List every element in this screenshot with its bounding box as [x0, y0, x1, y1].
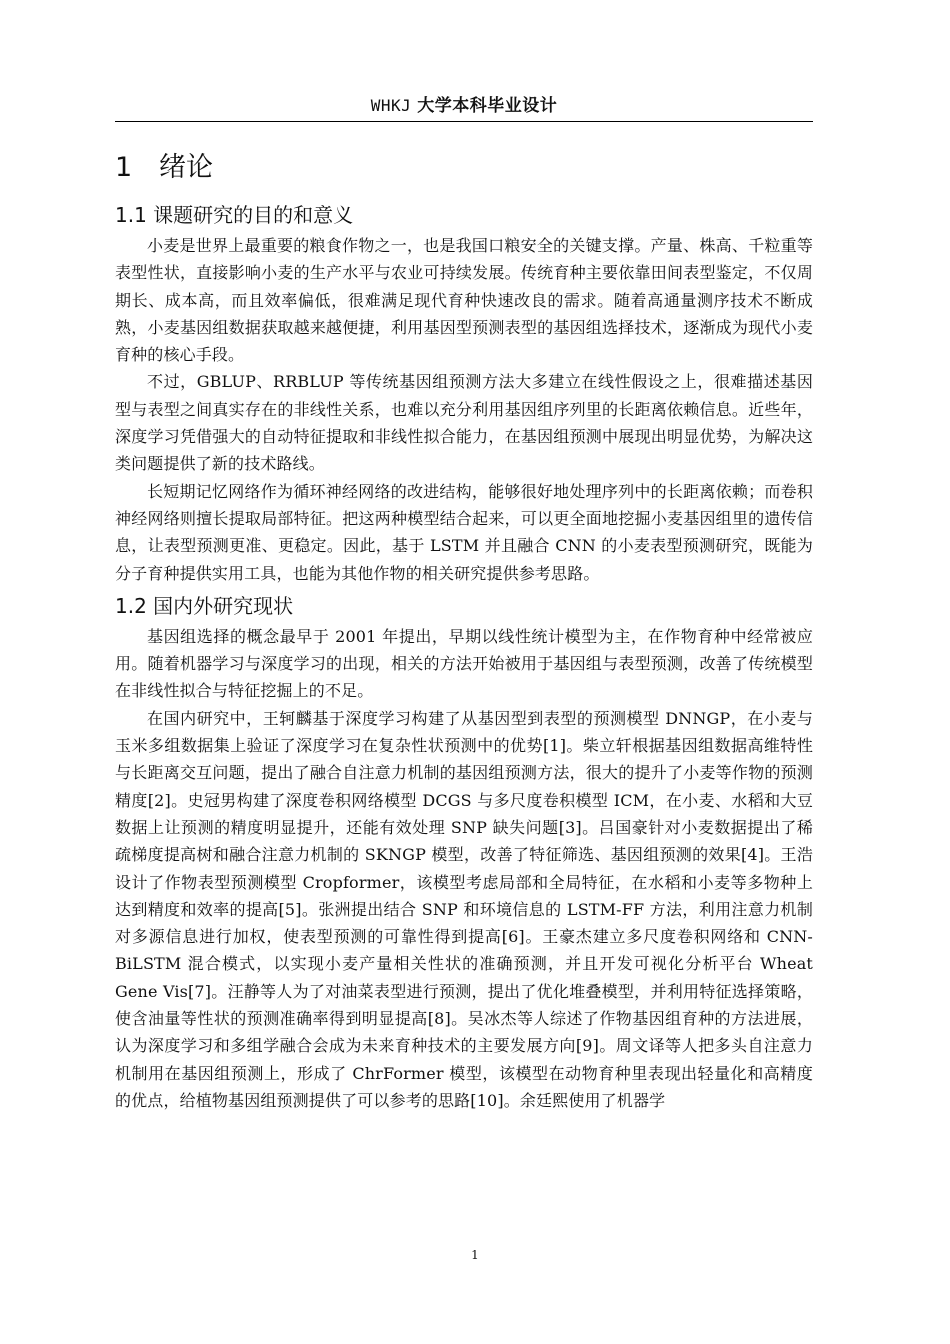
- section-heading-1-2: 1.2 国内外研究现状: [115, 593, 294, 618]
- header-rule: [115, 121, 813, 122]
- chapter-number: 1: [115, 152, 133, 183]
- paragraph: 基因组选择的概念最早于 2001 年提出，早期以线性统计模型为主，在作物育种中经常被应用。随着机器学习与深度学习的出现，相关的方法开始被用于基因组与表型预测，改善了传统模型在非线性拟合与特征挖掘上的不足。: [115, 626, 813, 701]
- section-heading-1-1: 1.1 课题研究的目的和意义: [115, 203, 354, 227]
- paragraph: 小麦是世界上最重要的粮食作物之一，也是我国口粮安全的关键支撑。产量、株高、千粒重等表型性状，直接影响小麦的生产水平与农业可持续发展。传统育种主要依靠田间表型鉴定，不仅周期长、成本高，而且效率偏低，很难满足现代育种快速改良的需求。随着高通量测序技术不断成熟，小麦基因组数据获取越来越便捷，利用基因型预测表型的基因组选择技术，逐渐成为现代小麦育种的核心手段。: [115, 236, 813, 365]
- paragraph: 在国内研究中，王轲麟基于深度学习构建了从基因型到表型的预测模型 DNNGP，在小麦与玉米多组数据集上验证了深度学习在复杂性状预测中的优势[1]。柴立轩根据基因组数据高维特性与长距离交互问题，提出了融合自注意力机制的基因组预测方法，很大的提升了小麦等作物的预测精度[2]。史冠男构建了深度卷积网络模型 DCGS 与多尺度卷积模型 ICM，在小麦、水稻和大豆数据上让预测的精度明显提升，还能有效处理 SNP 缺失问题[3]。吕国豪针对小麦数据提出了稀疏梯度提高树和融合注意力机制的 SKNGP 模型，改善了特征筛选、基因组预测的效果[4]。王浩设计了作物表型预测模型 Cropformer，该模型考虑局部和全局特征，在水稻和小麦等多物种上达到精度和效率的提高[5]。张洲提出结合 SNP 和环境信息的 LSTM-FF 方法，利用注意力机制对多源信息进行加权，使表型预测的可靠性得到提高[6]。王豪杰建立多尺度卷积网络和 CNN-BiLSTM 混合模式，以实现小麦产量相关性状的准确预测，并且开发可视化分析平台 Wheat Gene Vis[7]。汪静等人为了对油菜表型进行预测，提出了优化堆叠模型，并利用特征选择策略，使含油量等性状的预测准确率得到明显提高[8]。吴冰杰等人综述了作物基因组育种的方法进展，认为深度学习和多组学融合会成为未来育种技术的主要发展方向[9]。周文译等人把多头自注意力机制用在基因组预测上，形成了 ChrFormer 模型，该模型在动物育种里表现出轻量化和高精度的优点，给植物基因组预测提供了可以参考的思路[10]。余廷熙使用了机器学: [115, 708, 813, 1110]
- page-body: [115, 148, 813, 1114]
- page-number: 1: [471, 1248, 479, 1262]
- chapter-title: 绪论: [159, 152, 213, 183]
- page-header: [115, 92, 813, 120]
- chapter-heading: [115, 148, 813, 188]
- paragraph: 长短期记忆网络作为循环神经网络的改进结构，能够很好地处理序列中的长距离依赖；而卷积神经网络则擅长提取局部特征。把这两种模型结合起来，可以更全面地挖掘小麦基因组里的遗传信息，让表型预测更准、更稳定。因此，基于 LSTM 并且融合 CNN 的小麦表型预测研究，既能为分子育种提供实用工具，也能为其他作物的相关研究提供参考思路。: [115, 481, 813, 583]
- header-latin: WHKJ: [370, 96, 412, 115]
- header-title: 大学本科毕业设计: [417, 96, 558, 116]
- paragraph: 不过，GBLUP、RRBLUP 等传统基因组预测方法大多建立在线性假设之上，很难描述基因型与表型之间真实存在的非线性关系，也难以充分利用基因组序列里的长距离依赖信息。近些年，深度学习凭借强大的自动特征提取和非线性拟合能力，在基因组预测中展现出明显优势，为解决这类问题提供了新的技术路线。: [115, 372, 813, 474]
